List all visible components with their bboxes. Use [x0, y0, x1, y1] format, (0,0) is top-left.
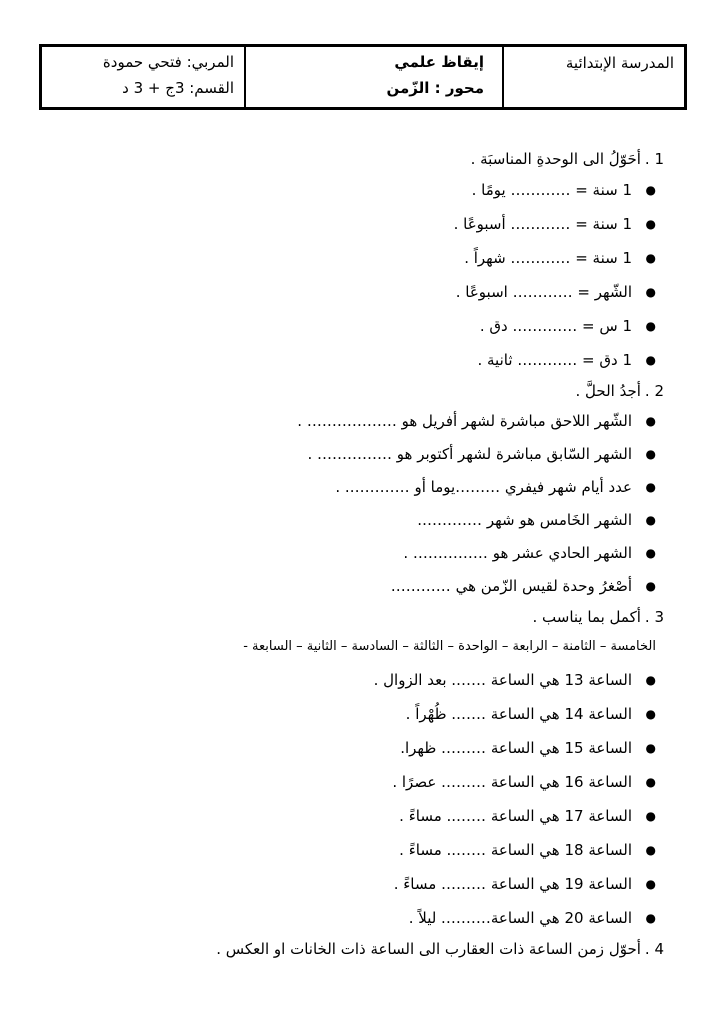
bullet-icon: ●	[645, 353, 656, 367]
bullet-icon: ●	[645, 741, 656, 755]
question-title: أحَوّلُ الى الوحدةِ المناسبَة .	[470, 150, 641, 168]
bullet-icon: ●	[645, 775, 656, 789]
title-cell	[246, 47, 504, 107]
bullet-icon: ●	[645, 414, 656, 428]
list-item: ● 1 سنة = ………… شهراً .	[44, 241, 644, 275]
question-number: 4 .	[644, 940, 664, 958]
topic-title: محور : الزّمن	[386, 79, 484, 97]
list-item: ● الساعة 18 هي الساعة …….. مساءً .	[44, 833, 644, 867]
question-4-heading	[44, 935, 664, 963]
bullet-icon: ●	[645, 447, 656, 461]
question-1-heading	[44, 145, 664, 173]
teacher-cell	[42, 47, 246, 107]
bullet-icon: ●	[645, 546, 656, 560]
bullet-icon: ●	[645, 877, 656, 891]
question-title: أجدُ الحلَّ .	[575, 382, 641, 400]
subject-title: إيقاظ علمي	[394, 53, 484, 71]
list-item: ● الشهر الحادي عشر هو …………… .	[44, 537, 644, 570]
question-3-heading	[44, 603, 664, 631]
bullet-icon: ●	[645, 843, 656, 857]
question-title: أكمل بما يناسب .	[532, 608, 641, 626]
question-number: 3 .	[644, 608, 664, 626]
list-item: ● الساعة 15 هي الساعة ……… ظهرا.	[44, 731, 644, 765]
list-item: ● 1 س = …………. دق .	[44, 309, 644, 343]
list-item: ● الساعة 14 هي الساعة ……. ظُهْراً .	[44, 697, 644, 731]
bullet-icon: ●	[645, 183, 656, 197]
bullet-icon: ●	[645, 480, 656, 494]
bullet-icon: ●	[645, 217, 656, 231]
list-item: ● الساعة 20 هي الساعة………. ليلاً .	[44, 901, 644, 935]
list-item: ● 1 دق = ………… ثانية .	[44, 343, 644, 377]
bullet-icon: ●	[645, 251, 656, 265]
teacher-name: المربي: فتحي حمودة	[102, 53, 234, 71]
list-item: ● الساعة 17 هي الساعة …….. مساءً .	[44, 799, 644, 833]
question-number: 2 .	[644, 382, 664, 400]
list-item: ● الشّهر اللاحق مباشرة لشهر أفريل هو ……………… .	[44, 405, 644, 438]
school-cell	[504, 47, 684, 107]
list-item: ● الساعة 13 هي الساعة ……. بعد الزوال .	[44, 663, 644, 697]
bullet-icon: ●	[645, 673, 656, 687]
list-item: ● الشهر السّابق مباشرة لشهر أكتوبر هو …………… .	[44, 438, 644, 471]
question-3-list	[44, 663, 664, 935]
bullet-icon: ●	[645, 707, 656, 721]
question-title: أحوّل زمن الساعة ذات العقارب الى الساعة ذات الخانات او العكس .	[216, 940, 641, 958]
list-item: ● عدد أيام شهر فيفري ………يوما أو …………. .	[44, 471, 644, 504]
list-item: ● الساعة 16 هي الساعة ……… عصرًا .	[44, 765, 644, 799]
question-1-list	[44, 173, 664, 377]
bullet-icon: ●	[645, 809, 656, 823]
bullet-icon: ●	[645, 513, 656, 527]
question-2-list	[44, 405, 664, 603]
bullet-icon: ●	[645, 319, 656, 333]
question-number: 1 .	[644, 150, 664, 168]
header-table	[39, 44, 687, 110]
list-item: ● الشّهر = ………… اسبوعًا .	[44, 275, 644, 309]
list-item: ● الشهر الخَامس هو شهر ………….	[44, 504, 644, 537]
question-2-heading	[44, 377, 664, 405]
list-item: ● 1 سنة = ………… أسبوعًا .	[44, 207, 644, 241]
bullet-icon: ●	[645, 911, 656, 925]
bullet-icon: ●	[645, 579, 656, 593]
bullet-icon: ●	[645, 285, 656, 299]
school-name: المدرسة الإبتدائية	[565, 54, 674, 72]
list-item: ● الساعة 19 هي الساعة ……… مساءً .	[44, 867, 644, 901]
list-item: ● أصْغرُ وحدة لقيس الزّمن هي …………	[44, 570, 644, 603]
word-bank: الخامسة – الثامنة – الرابعة – الواحدة – الثالثة – السادسة – الثانية – السابعة -	[243, 639, 656, 654]
class-name: القسم: 3ج + 3 د	[122, 79, 234, 97]
list-item: ● 1 سنة = ………… يومًا .	[44, 173, 644, 207]
worksheet-content	[44, 145, 664, 963]
